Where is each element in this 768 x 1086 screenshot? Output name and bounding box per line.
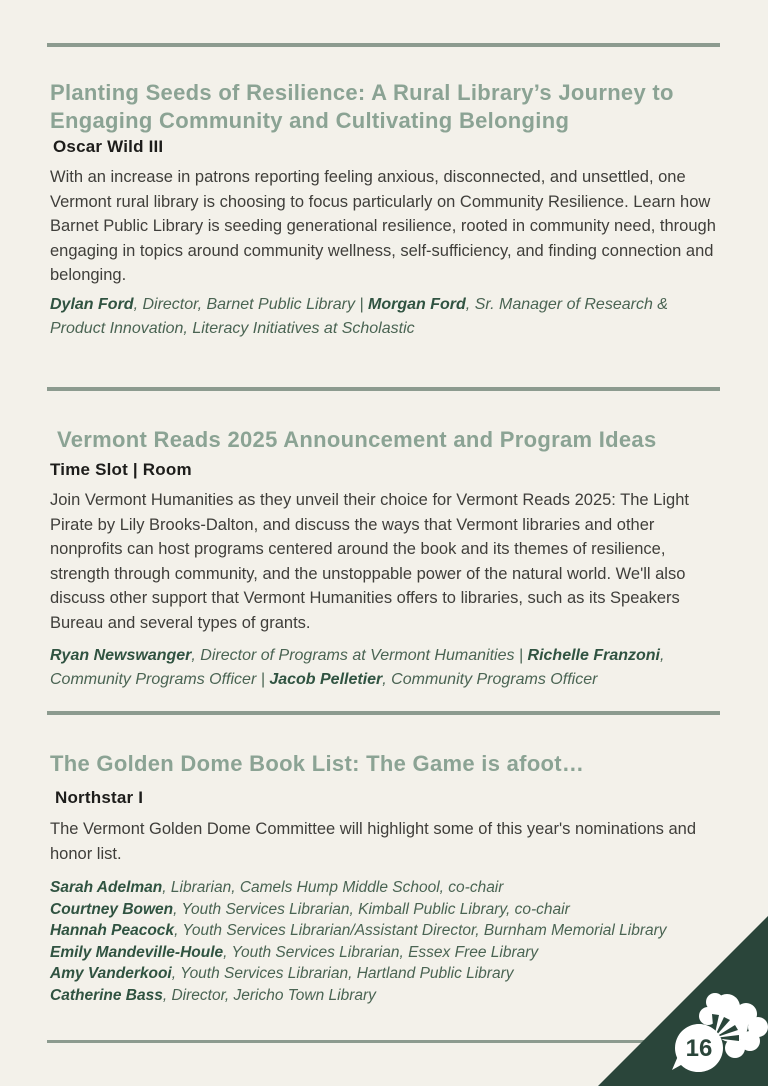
session-description: With an increase in patrons reporting feeling anxious, disconnected, and unsettled, one Vermont rural library is choosing to focus particularly on Community Resilience. Learn how Barnet Public Library is seeding generational resilience, rooted in community need, through engaging in topics around community wellness, self-sufficiency, and finding connection and belonging.	[50, 168, 716, 284]
presenter-line: Catherine Bass, Director, Jericho Town Library	[50, 986, 376, 1004]
session-description: Join Vermont Humanities as they unveil their choice for Vermont Reads 2025: The Light Pirate by Lily Brooks-Dalton, and discuss the ways that Vermont libraries and other nonprofits can host programs centered around the book and its themes of resilience, strength through community, and the unstoppable power of the natural world. We'll also discuss other support that Vermont Humanities offers to libraries, such as its Speakers Bureau and several types of grants.	[50, 491, 689, 632]
timeslot-room-label: Time Slot | Room	[50, 460, 192, 479]
presenter-line: Emily Mandeville-Houle, Youth Services Librarian, Essex Free Library	[50, 943, 539, 961]
presenter-line: Sarah Adelman, Librarian, Camels Hump Middle School, co-chair	[50, 879, 504, 896]
section-divider	[47, 1040, 647, 1043]
presenter-credits: Ryan Newswanger, Director of Programs at Vermont Humanities | Richelle Franzoni, Community Programs Officer | Jacob Pelletier, Community Programs Officer	[50, 647, 665, 688]
page-corner-badge	[588, 906, 768, 1086]
section-divider	[47, 387, 720, 391]
page-number: 16	[685, 1035, 713, 1062]
presenter-line: Amy Vanderkooi, Youth Services Librarian, Hartland Public Library	[50, 965, 514, 982]
section-divider	[47, 43, 720, 47]
session-title: Planting Seeds of Resilience: A Rural Library’s Journey to Engaging Community and Cultivating Belonging	[50, 80, 674, 133]
presenter-credits: Dylan Ford, Director, Barnet Public Library | Morgan Ford, Sr. Manager of Research & Product Innovation, Literacy Initiatives at Scholastic	[50, 296, 668, 337]
session-title: Vermont Reads 2025 Announcement and Program Ideas	[57, 427, 657, 452]
presenter-line: Hannah Peacock, Youth Services Librarian/Assistant Director, Burnham Memorial Library	[50, 922, 667, 939]
presenter-line: Courtney Bowen, Youth Services Librarian, Kimball Public Library, co-chair	[50, 900, 570, 918]
session-title: The Golden Dome Book List: The Game is afoot…	[50, 751, 585, 776]
section-divider	[47, 711, 720, 715]
speaker-name: Oscar Wild III	[53, 137, 164, 156]
session-description: The Vermont Golden Dome Committee will highlight some of this year's nominations and honor list.	[50, 820, 697, 863]
room-label: Northstar I	[55, 788, 144, 807]
